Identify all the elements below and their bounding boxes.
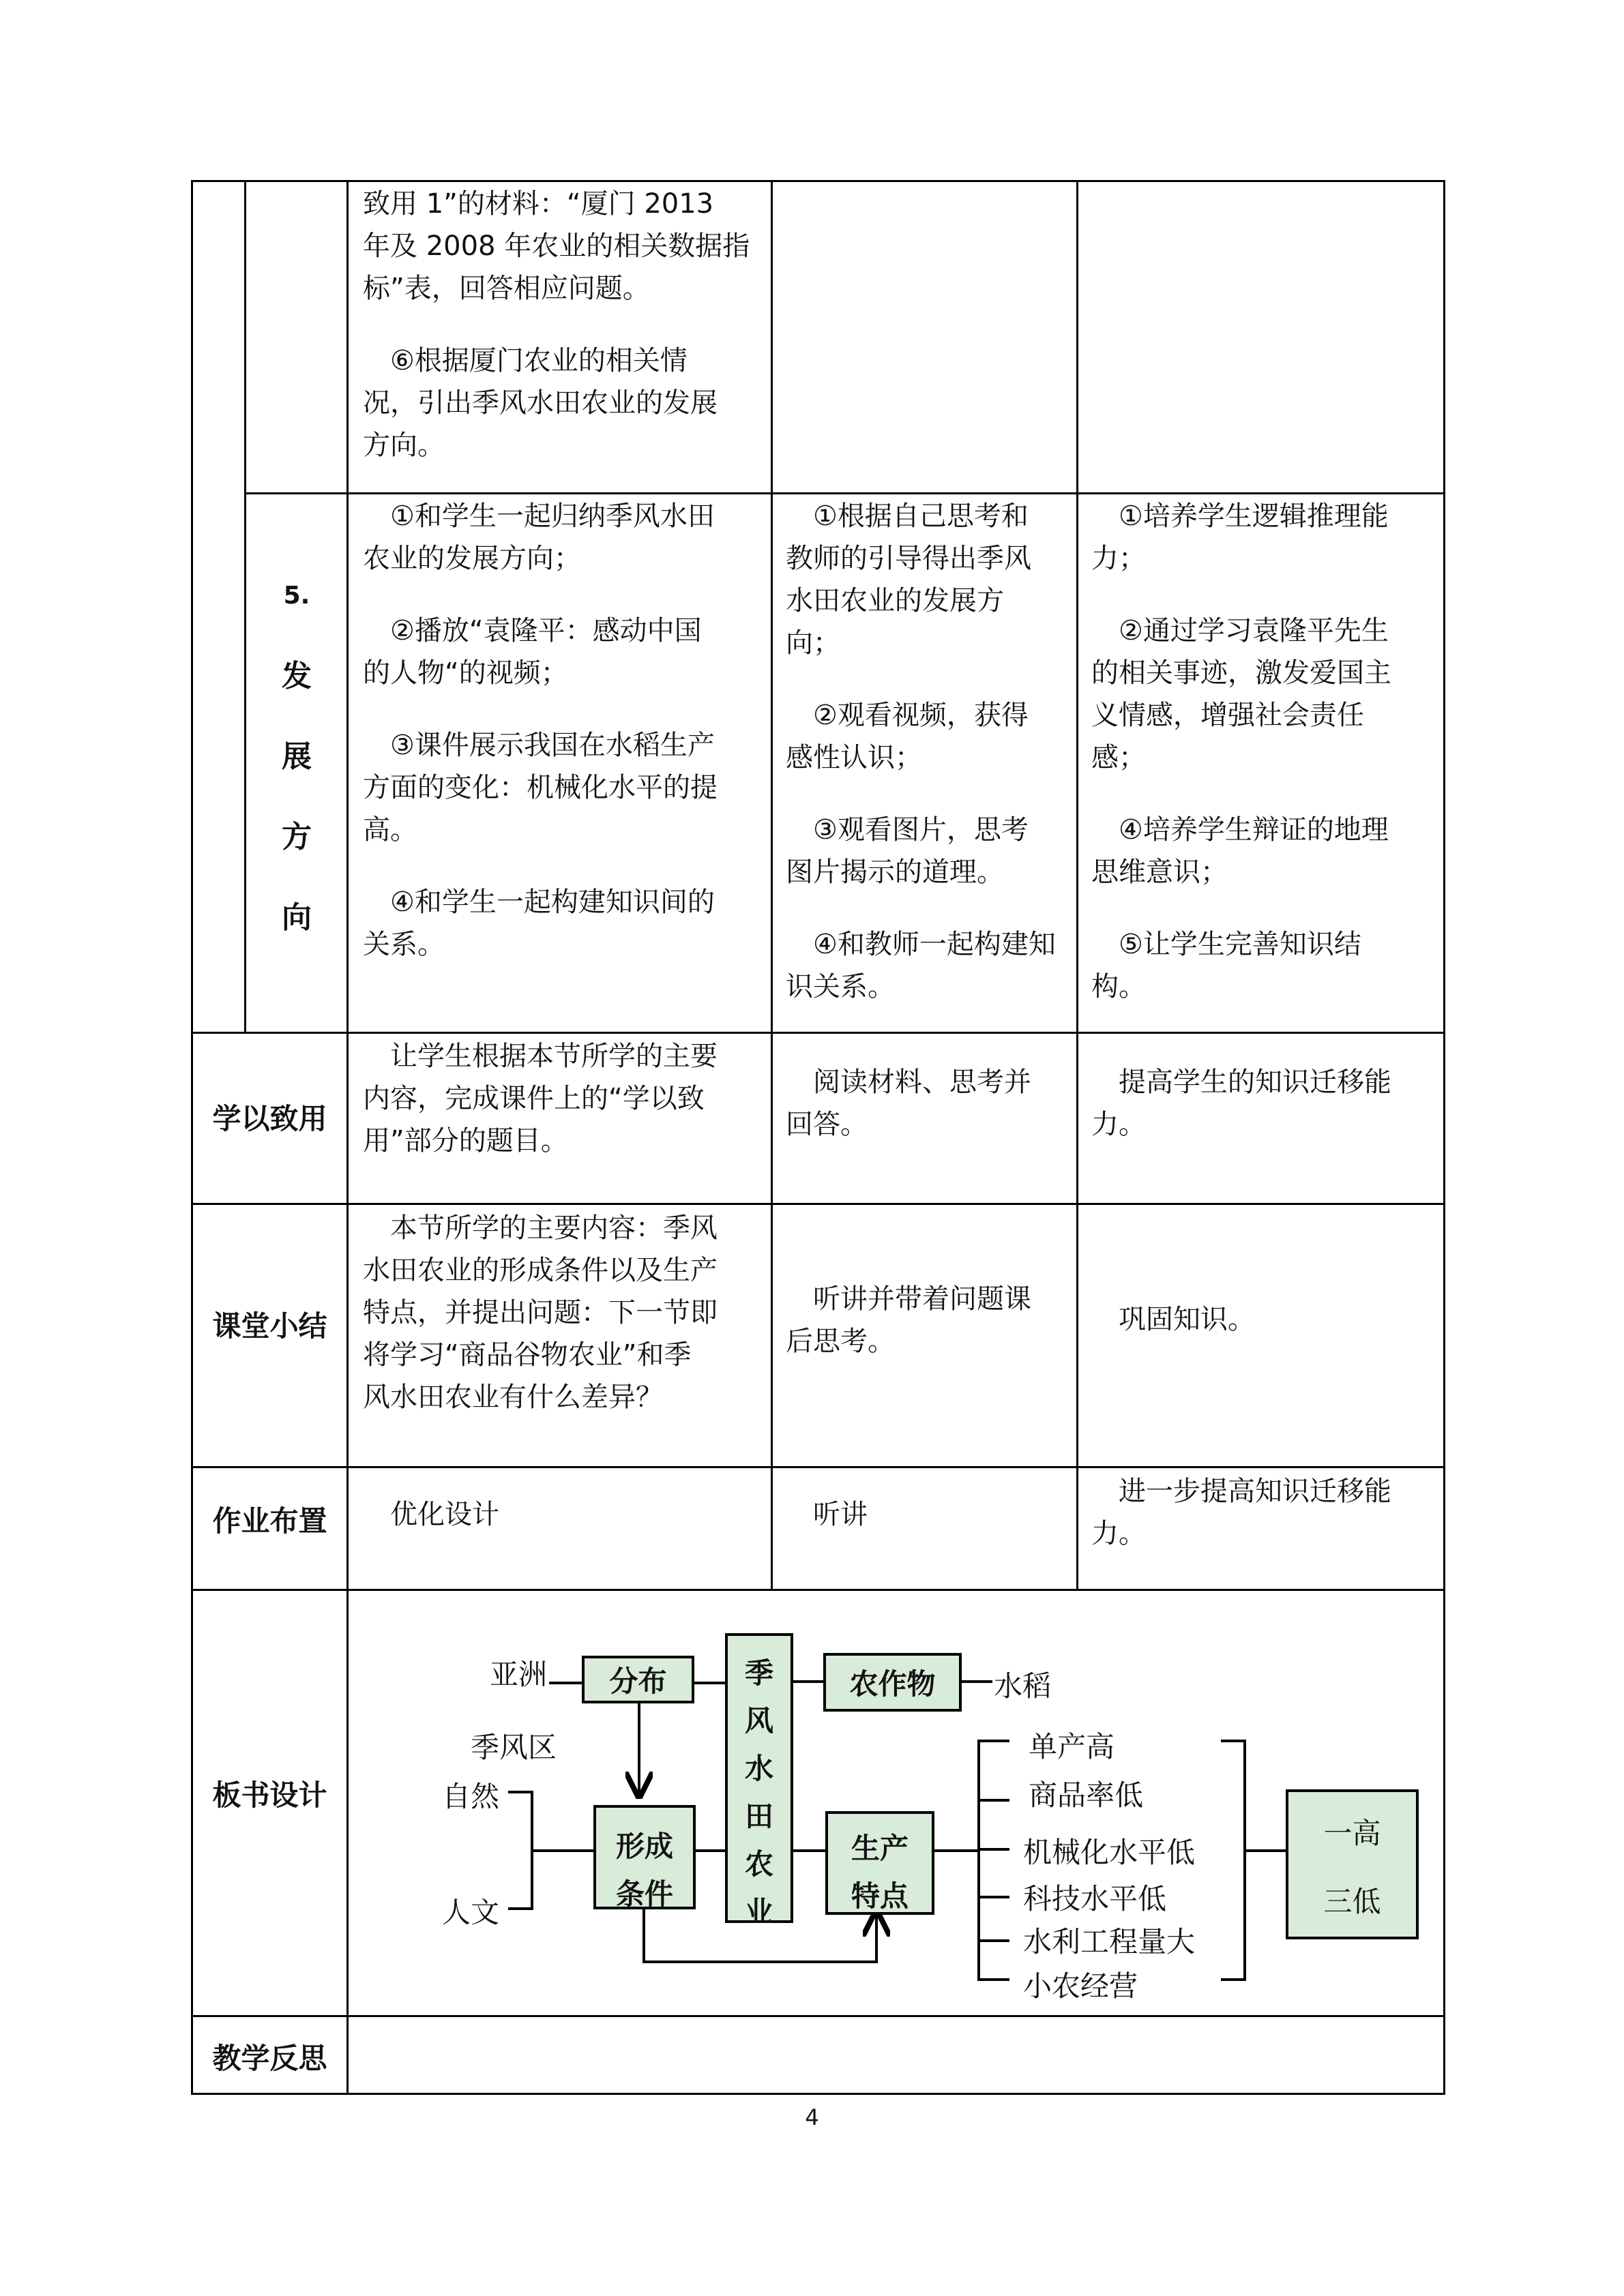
page-number: 4 — [805, 2104, 819, 2130]
asia-text: 亚洲 — [490, 1658, 548, 1691]
text-line: 构。 — [1091, 971, 1146, 1002]
distribution-box: 分布 — [582, 1656, 694, 1703]
summary-line: 三低 — [1323, 1885, 1381, 1918]
human-text: 人文 — [442, 1896, 500, 1929]
text-line: 的人物“的视频； — [363, 657, 568, 689]
homework-label: 作业布置 — [212, 1504, 327, 1538]
conditions-line: 形成 — [615, 1830, 673, 1863]
label-char: 方 — [282, 820, 312, 854]
label-char: 展 — [282, 739, 312, 774]
label-char: 发 — [282, 659, 312, 694]
text-line: 力。 — [1091, 1109, 1146, 1140]
text-line: 阅读材料、思考并 — [813, 1067, 1031, 1098]
features-left-bracket — [979, 1741, 1009, 1980]
text-line: ③课件展示我国在水稻生产 — [390, 730, 715, 761]
text-line: 标”表，回答相应问题。 — [363, 273, 650, 304]
text-line: 听讲 — [813, 1499, 868, 1530]
text-line: 关系。 — [363, 929, 445, 960]
text-line: 本节所学的主要内容：季风 — [390, 1212, 718, 1244]
center-box — [725, 1633, 793, 1928]
text-line: 年及 2008 年农业的相关数据指 — [363, 230, 750, 262]
text-line: ①和学生一起归纳季风水田 — [390, 501, 715, 532]
text-line: 进一步提高知识迁移能 — [1119, 1476, 1391, 1507]
feature-item: 商品率低 — [1029, 1778, 1144, 1812]
text-line: 的相关事迹，激发爱国主 — [1091, 657, 1391, 689]
text-line: ②观看视频，获得 — [813, 700, 1029, 731]
feature-item: 水利工程量大 — [1023, 1925, 1196, 1958]
features-line: 特点 — [851, 1879, 909, 1913]
text-line: 回答。 — [786, 1109, 868, 1140]
features-box — [825, 1811, 934, 1915]
monsoon-text: 季风区 — [471, 1731, 557, 1764]
text-line: 况，引出季风水田农业的发展 — [363, 387, 718, 419]
feature-item: 单产高 — [1029, 1730, 1115, 1763]
text-line: ⑤让学生完善知识结 — [1119, 929, 1361, 960]
text-line: 后思考。 — [786, 1326, 895, 1357]
summary-box — [1286, 1789, 1419, 1939]
text-line: 向； — [786, 627, 840, 659]
features-line: 生产 — [851, 1832, 909, 1865]
text-line: ③观看图片，思考 — [813, 814, 1029, 846]
text-line: ①培养学生逻辑推理能 — [1119, 501, 1389, 532]
text-line: 水田农业的发展方 — [786, 585, 1004, 616]
text-line: 高。 — [363, 814, 417, 846]
text-line: 特点，并提出问题：下一节即 — [363, 1297, 718, 1328]
text-line: 识关系。 — [786, 971, 895, 1002]
center-char: 农 — [744, 1847, 773, 1881]
text-line: ④和教师一起构建知 — [813, 929, 1056, 960]
text-line: ②播放“袁隆平：感动中国 — [390, 615, 702, 646]
text-line: 感性认识； — [786, 742, 922, 773]
nature-text: 自然 — [442, 1780, 500, 1813]
text-line: ②通过学习袁隆平先生 — [1119, 615, 1389, 646]
label-char: 向 — [282, 900, 312, 935]
text-line: ④和学生一起构建知识间的 — [390, 886, 715, 918]
reflection-label: 教学反思 — [212, 2042, 327, 2075]
center-char: 田 — [744, 1800, 773, 1833]
text-line: ①根据自己思考和 — [813, 501, 1029, 532]
text-line: 内容，完成课件上的“学以致 — [363, 1083, 705, 1114]
label-char: 5. — [283, 582, 310, 610]
text-line: 方面的变化：机械化水平的提 — [363, 772, 718, 803]
conditions-line: 条件 — [615, 1877, 673, 1911]
text-line: 思维意识； — [1091, 856, 1228, 888]
text-line: 风水田农业有什么差异？ — [363, 1382, 663, 1413]
conditions-box — [593, 1805, 696, 1909]
rice-text: 水稻 — [994, 1669, 1052, 1703]
center-char: 风 — [744, 1704, 773, 1738]
summary-label: 课堂小结 — [212, 1309, 327, 1343]
text-line: 致用 1”的材料：“厦门 2013 — [363, 188, 714, 220]
text-line: 教师的引导得出季风 — [786, 543, 1031, 574]
text-line: 农业的发展方向； — [363, 543, 581, 574]
text-line: 力； — [1091, 543, 1146, 574]
text-line: 感； — [1091, 742, 1146, 773]
text-line: 水田农业的形成条件以及生产 — [363, 1255, 718, 1286]
text-line: 提高学生的知识迁移能 — [1119, 1067, 1391, 1098]
text-line: 义情感，增强社会责任 — [1091, 700, 1364, 731]
text-line: 方向。 — [363, 430, 445, 461]
feature-item: 机械化水平低 — [1023, 1836, 1196, 1869]
nature-human-bracket — [508, 1792, 532, 1909]
center-char: 水 — [744, 1752, 773, 1785]
center-char: 季 — [744, 1656, 773, 1690]
features-right-bracket — [1221, 1741, 1245, 1980]
apply-label: 学以致用 — [212, 1102, 327, 1135]
text-line: 力。 — [1091, 1518, 1146, 1549]
summary-line: 一高 — [1323, 1817, 1381, 1850]
text-line: 巩固知识。 — [1119, 1304, 1255, 1335]
crops-box: 农作物 — [823, 1653, 962, 1712]
text-line: ④培养学生辩证的地理 — [1119, 814, 1389, 846]
text-line: 优化设计 — [390, 1499, 499, 1530]
text-line: 用”部分的题目。 — [363, 1125, 568, 1157]
text-line: 让学生根据本节所学的主要 — [390, 1041, 718, 1072]
monsoon-clip — [471, 1725, 559, 1764]
feature-item: 科技水平低 — [1023, 1882, 1167, 1915]
board-label: 板书设计 — [212, 1778, 327, 1812]
center-char: 业 — [744, 1895, 773, 1928]
text-line: ⑥根据厦门农业的相关情 — [390, 345, 688, 376]
text-line: 图片揭示的道理。 — [786, 856, 1004, 888]
text-line: 将学习“商品谷物农业”和季 — [363, 1339, 692, 1371]
feature-item: 小农经营 — [1023, 1969, 1138, 2003]
text-line: 听讲并带着问题课 — [813, 1283, 1031, 1315]
